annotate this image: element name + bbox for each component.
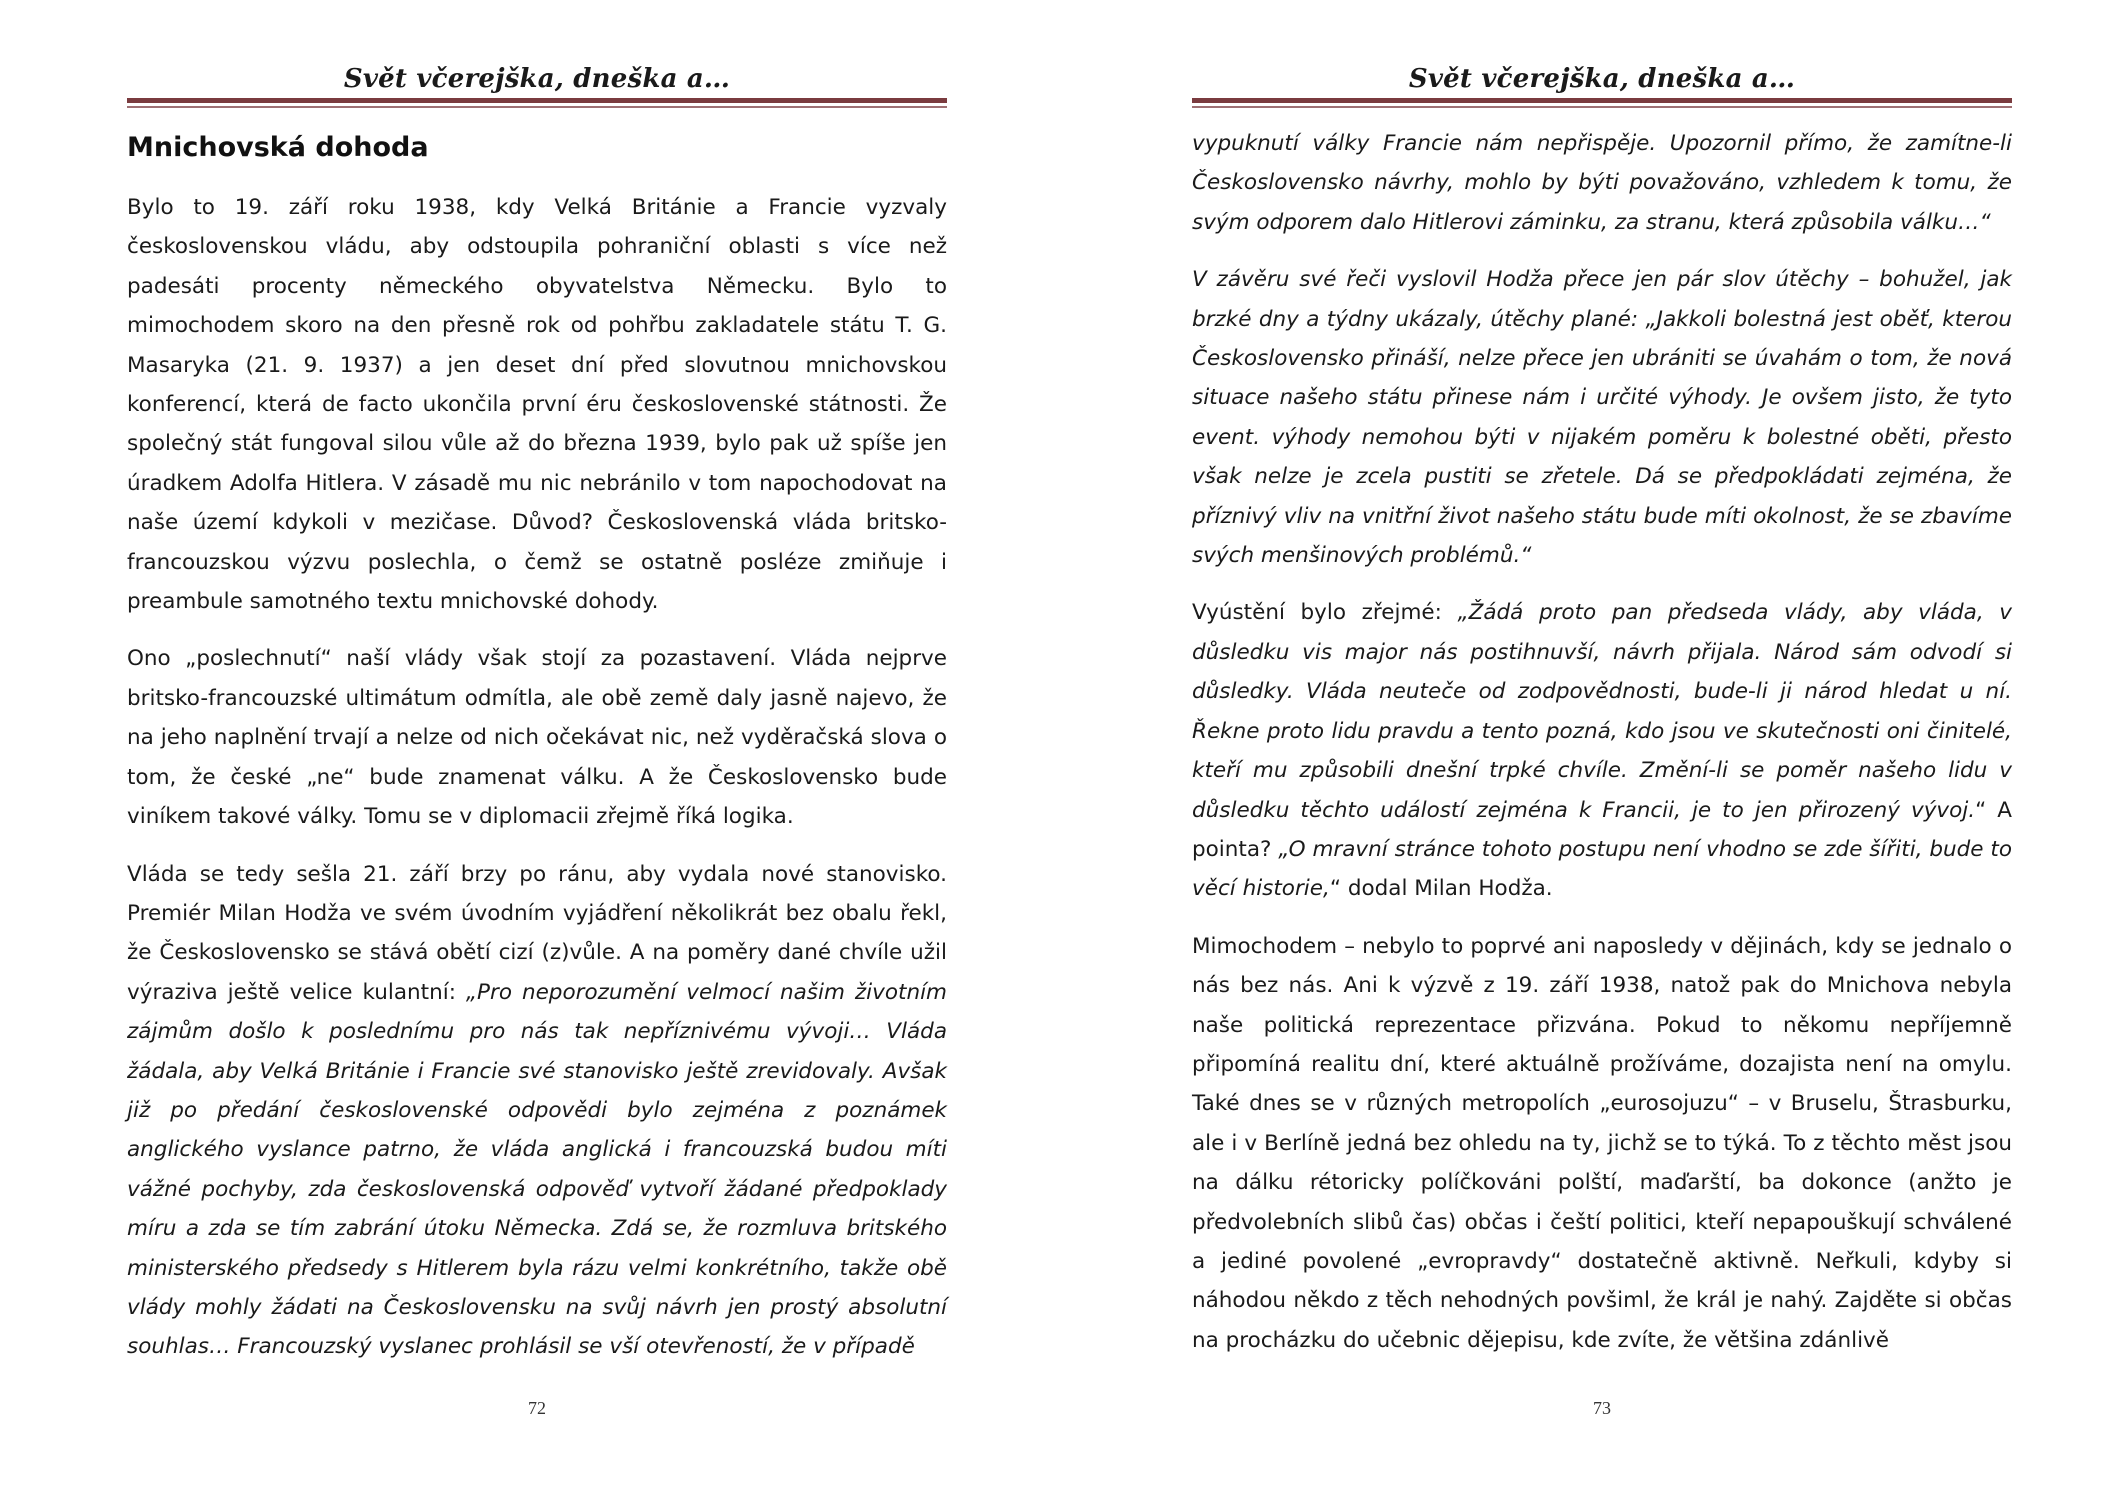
paragraph-text: “ A pointa? xyxy=(1192,797,2012,862)
quotation: vypuknutí války Francie nám nepřispěje. Upozornil přímo, že zamítne-li Československo návrhy, mohlo by býti považováno, vzhledem k tomu, že svým odporem dalo Hitlerovi záminku, za stranu, která způsobila válku…“ xyxy=(1192,131,2012,235)
running-head: Svět včerejška, dneška a… xyxy=(1408,64,1796,94)
page-number: 73 xyxy=(1593,1398,1611,1418)
paragraph-text: Vláda se tedy sešla 21. září brzy po ránu, aby vydala nové stanovisko. Premiér Milan Hodža ve svém úvodním vyjádření několikrát bez obalu řekl, že Československo se stává obětí cizí (z)vůle. A na poměry dané chvíle užil výraziva ještě velice kulantní: xyxy=(127,861,947,1005)
paragraph: Ono „poslechnutí“ naší vlády však stojí za pozastavení. Vláda nejprve britsko-francouzské ultimátum odmítla, ale obě země daly jasně najevo, že na jeho naplnění trvají a nelze od nich očekávat nic, než vyděračská slova o tom, že české „ne“ bude znamenat válku. A že Československo bude viníkem takové války. Tomu se v diplomacii zřejmě říká logika. xyxy=(127,646,947,830)
paragraph: Bylo to 19. září roku 1938, kdy Velká Británie a Francie vyzvaly československou vládu, aby odstoupila pohraniční oblasti s více než padesáti procenty německého obyvatelstva Německu. Bylo to mimochodem skoro na den přesně rok od pohřbu zakladatele státu T. G. Masaryka (21. 9. 1937) a jen deset dní před slovutnou mnichovskou konferencí, která de facto ukončila první éru československé státnosti. Že společný stát fungoval silou vůle až do března 1939, bylo pak už spíše jen úradkem Adolfa Hitlera. V zásadě mu nic nebránilo v tom napochodovat na naše území kdykoli v mezičase. Důvod? Československá vláda britsko-francouzskou výzvu poslechla, o čemž se ostatně posléze zmiňuje i preambule samotného textu mnichovské dohody. xyxy=(127,195,947,615)
page-number: 72 xyxy=(528,1398,546,1418)
header-rule-thin xyxy=(127,106,947,108)
paragraph xyxy=(1192,593,2012,908)
header-rule xyxy=(127,98,947,103)
left-page xyxy=(127,0,947,1500)
paragraph xyxy=(1192,124,2012,242)
header-rule-thin xyxy=(1192,106,2012,108)
paragraph-text: Vyústění bylo zřejmé: xyxy=(1192,600,1458,626)
quotation: „Pro neporozumění velmocí našim životním zájmům došlo k poslednímu pro nás tak nepříznivému vývoji… Vláda žádala, aby Velká Británie i Francie své stanovisko ještě zrevidovaly. Avšak již po předání československé odpovědi bylo zejména z poznámek anglického vyslance patrno, že vláda anglická i francouzská budou míti vážné pochyby, zda československá odpověď vytvoří žádané předpoklady míru a zda se tím zabrání útoku Německa. Zdá se, že rozmluva britského ministerského předsedy s Hitlerem byla rázu velmi konkrétního, takže obě vlády mohly žádati na Československu na svůj návrh jen prostý absolutní souhlas… Francouzský vyslanec prohlásil se vší otevřeností, že v případě xyxy=(127,979,947,1360)
paragraph xyxy=(1192,260,2012,575)
paragraph-text: “ dodal Milan Hodža. xyxy=(1329,876,1553,902)
right-page xyxy=(1192,0,2012,1500)
quotation: V závěru své řeči vyslovil Hodža přece jen pár slov útěchy – bohužel, jak brzké dny a týdny ukázaly, útěchy plané: „Jakkoli bolestná jest oběť, kterou Československo přináší, nelze přece jen ubrániti se úvahám o tom, že nová situace našeho státu přinese nám i určité výhody. Je ovšem jisto, že tyto event. výhody nemohou býti v nijakém poměru k bolestné oběti, přesto však nelze je zcela pustiti se zřetele. Dá se předpokládati zejména, že příznivý vliv na vnitřní život našeho státu bude míti okolnost, že se zbavíme svých menšinových problémů.“ xyxy=(1192,267,2012,569)
paragraph xyxy=(127,855,947,1367)
running-head: Svět včerejška, dneška a… xyxy=(343,64,731,94)
left-page-content xyxy=(127,128,947,1385)
quotation: „Žádá proto pan předseda vlády, aby vláda, v důsledku vis major nás postihnuvší, návrh přijala. Národ sám odvodí si důsledky. Vláda neuteče od zodpovědnosti, bude-li ji národ hledat u ní. Řekne proto lidu pravdu a tento pozná, kdo jsou ve skutečnosti oni činitelé, kteří mu způsobili dnešní trpké chvíle. Změní-li se poměr našeho lidu v důsledku těchto událostí zejména k Francii, je to jen přirozený vývoj. xyxy=(1192,600,2012,823)
right-page-content xyxy=(1192,124,2012,1378)
chapter-heading: Mnichovská dohoda xyxy=(127,132,429,163)
header-rule xyxy=(1192,98,2012,103)
quotation: „O mravní stránce tohoto postupu není vhodno se zde šířiti, bude to věcí historie, xyxy=(1192,836,2012,902)
paragraph: Mimochodem – nebylo to poprvé ani naposledy v dějinách, kdy se jednalo o nás bez nás. Ani k výzvě z 19. září 1938, natož pak do Mnichova nebyla naše politická reprezentace přizvána. Pokud to někomu nepříjemně připomíná realitu dní, které aktuálně prožíváme, dozajista není na omylu. Také dnes se v různých metropolích „eurosojuzu“ – v Bruselu, Štrasburku, ale i v Berlíně jedná bez ohledu na ty, jichž se to týká. To z těchto měst jsou na dálku rétoricky políčkováni polští, maďarští, ba dokonce (anžto je předvolebních slibů čas) občas i čeští politici, kteří nepapouškují schválené a jediné povolené „evropravdy“ dostatečně aktivně. Neřkuli, kdyby si náhodou někdo z těch nehodných povšiml, že král je nahý. Zajděte si občas na procházku do učebnic dějepisu, kde zvíte, že většina zdánlivě xyxy=(1192,933,2012,1353)
